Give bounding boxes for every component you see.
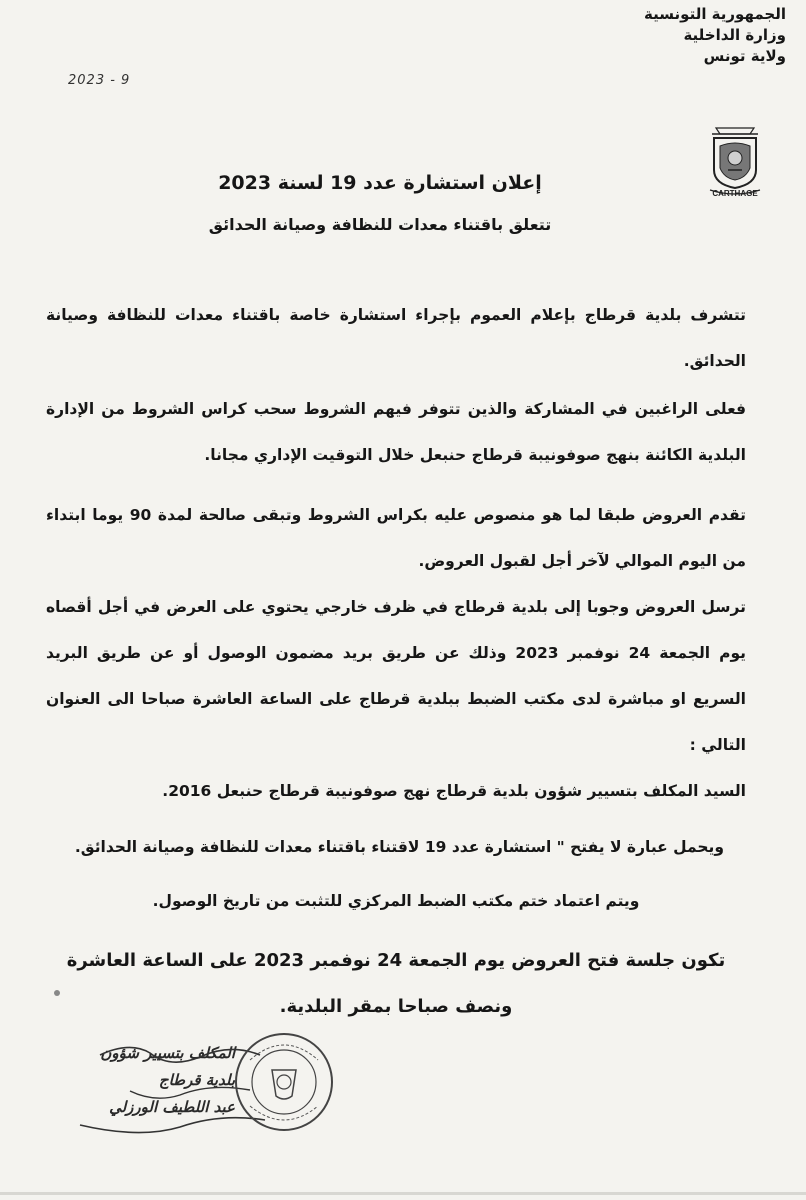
handwritten-date: 2023 - 9 — [68, 73, 131, 88]
paragraph-envelope-label: ويحمل عبارة لا يفتح " استشارة عدد 19 لاقتناء باقتناء معدات للنظافة وصيانة الحدائق. — [74, 838, 724, 856]
letterhead-republic: الجمهورية التونسية — [644, 5, 786, 23]
paragraph-validity: تقدم العروض طبقا لما هو منصوص عليه بكراس الشروط وتبقى صالحة لمدة 90 يوما ابتداء من اليوم الموالي لآخر أجل لقبول العروض. — [46, 506, 746, 570]
signature-name: عبد اللطيف الورزلي — [109, 1098, 235, 1116]
paragraph-intro: تتشرف بلدية قرطاج بإعلام العموم بإجراء استشارة خاصة باقتناء معدات للنظافة وصيانة الحدائق. — [46, 306, 746, 370]
letterhead — [644, 4, 786, 67]
letterhead-governorate: ولاية تونس — [703, 47, 786, 65]
emblem-caption: CARTHAGE — [712, 189, 758, 198]
paragraph-conditions: فعلى الراغبين في المشاركة والذين تتوفر فيهم الشروط سحب كراس الشروط من الإدارة البلدية الكائنة بنهج صوفونيبة قرطاج حنبعل خلال التوقيت الإداري مجانا. — [46, 400, 746, 464]
announcement-subtitle: تتعلق باقتناء معدات للنظافة وصيانة الحدائق — [208, 215, 552, 234]
municipal-stamp-icon — [232, 1030, 337, 1135]
signature-municipality: بلدية قرطاج — [158, 1071, 235, 1089]
page-edge — [0, 1192, 806, 1195]
paper-speck-icon — [52, 988, 62, 998]
paragraph-submission: ترسل العروض وجوبا إلى بلدية قرطاج في ظرف خارجي يحتوي على العرض في أجل أقصاه يوم الجمعة 24 نوفمبر 2023 وذلك عن طريق بريد مضمون الوصول أو عن طريق البريد السريع او مباشرة لدى مكتب الضبط ببلدية قرطاج على الساعة العاشرة صباحا الى العنوان التالي : — [46, 598, 746, 754]
signature-title: المكلف بتسيير شؤون — [100, 1044, 235, 1062]
paragraph-opening-session: تكون جلسة فتح العروض يوم الجمعة 24 نوفمبر 2023 على الساعة العاشرة ونصف صباحا بمقر البلدية. — [66, 950, 726, 1017]
letterhead-ministry: وزارة الداخلية — [683, 26, 786, 44]
announcement-title: إعلان استشارة عدد 19 لسنة 2023 — [218, 172, 542, 194]
paragraph-stamp: ويتم اعتماد ختم مكتب الضبط المركزي للتثبت من تاريخ الوصول. — [152, 892, 640, 910]
carthage-emblem-icon — [706, 124, 764, 198]
paragraph-address: السيد المكلف بتسيير شؤون بلدية قرطاج نهج صوفونيبة قرطاج حنبعل 2016. — [162, 782, 746, 800]
